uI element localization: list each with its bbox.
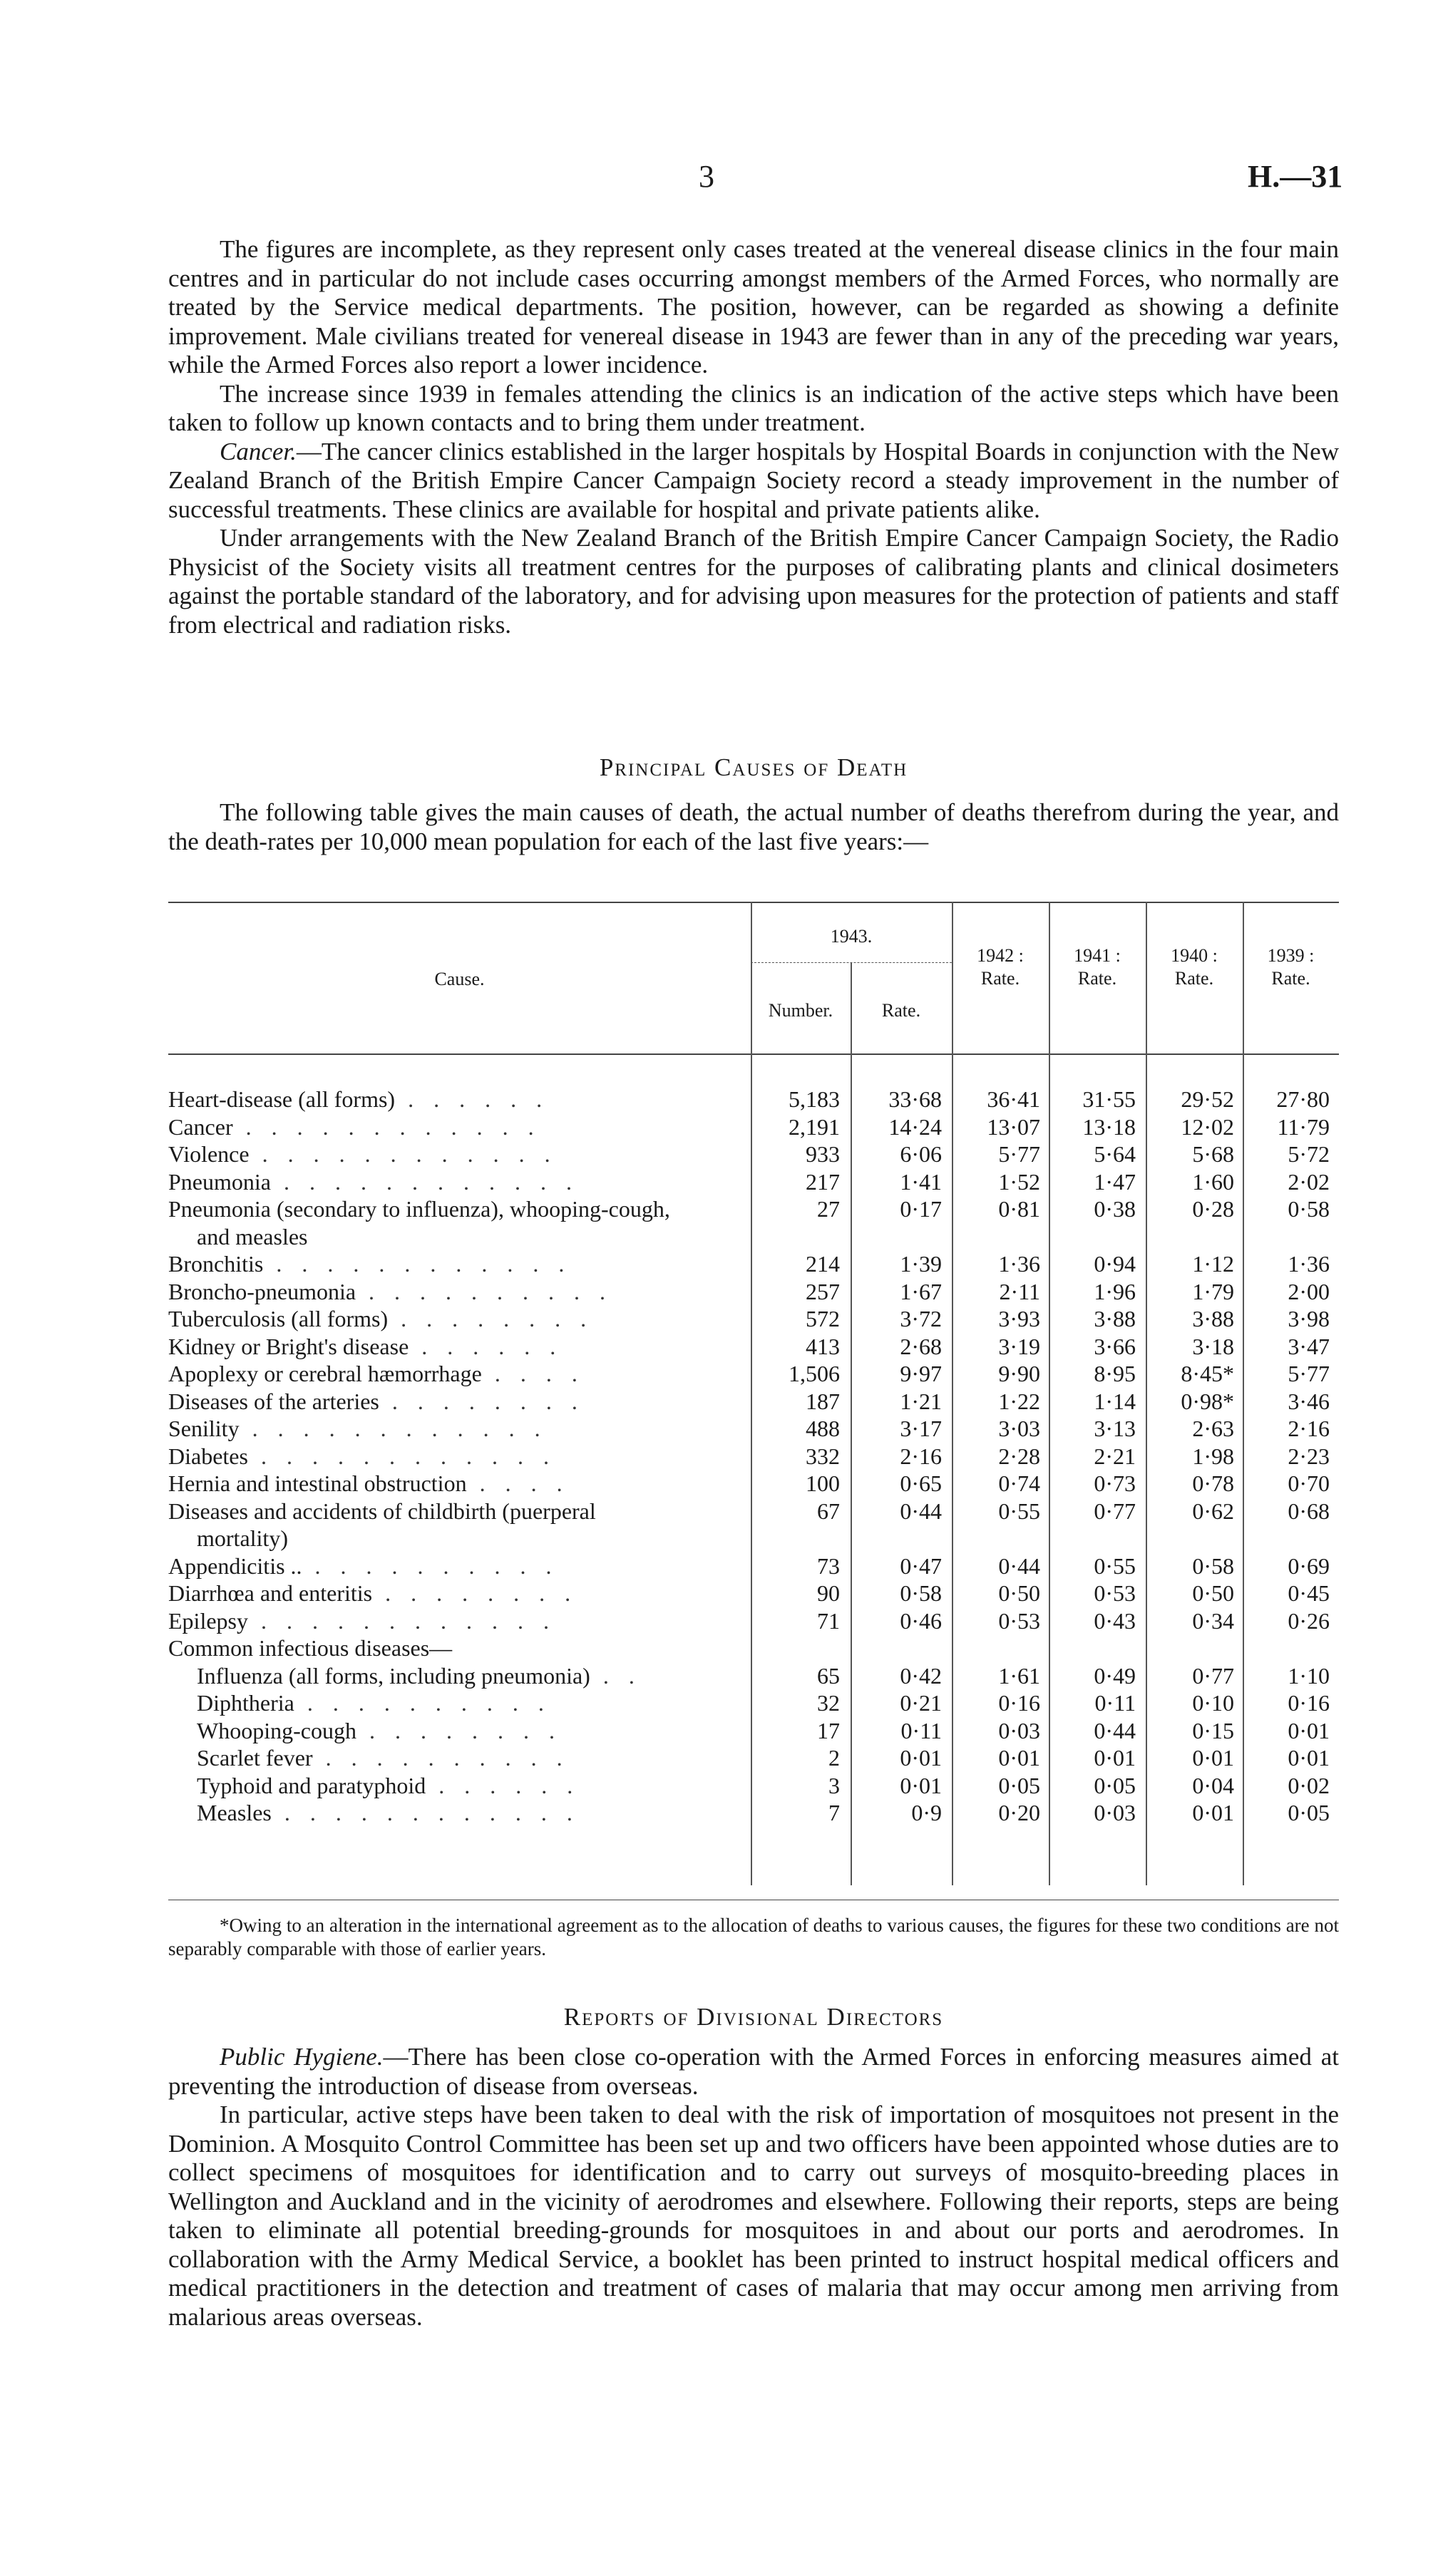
cell-r41: 0·38 bbox=[1094, 1196, 1136, 1222]
table-row bbox=[168, 1498, 1339, 1525]
table-row bbox=[168, 1744, 1339, 1771]
col-head-1941-year: 1941 : bbox=[1074, 945, 1121, 966]
table-row bbox=[168, 1278, 1339, 1305]
cause-text: Heart-disease (all forms) bbox=[168, 1086, 396, 1112]
cell-r39: 0·05 bbox=[1288, 1800, 1330, 1825]
cause-text: Cancer bbox=[168, 1113, 233, 1140]
cell-n: 933 bbox=[806, 1141, 840, 1167]
cell-r42: 0·53 bbox=[998, 1607, 1040, 1634]
cancer-paragraph bbox=[168, 438, 1339, 525]
cell-r39: 2·16 bbox=[1288, 1416, 1330, 1441]
cell-n: 2,191 bbox=[789, 1113, 840, 1140]
page-number: 3 bbox=[699, 159, 714, 194]
cause-label bbox=[168, 1799, 767, 1826]
cause-label bbox=[168, 1278, 739, 1305]
cell-r43: 0·17 bbox=[900, 1196, 942, 1222]
cell-r43: 0·46 bbox=[900, 1607, 942, 1634]
leader-dots: . . . . . . . . . . bbox=[314, 1552, 559, 1579]
cell-r41: 0·73 bbox=[1094, 1470, 1136, 1496]
col-head-1939-rate: Rate. bbox=[1271, 968, 1310, 989]
cell-r43: 1·41 bbox=[900, 1168, 942, 1195]
cause-text: Pneumonia (secondary to influenza), whooping-cough, bbox=[168, 1196, 670, 1222]
table-row bbox=[168, 1799, 1339, 1826]
col-head-1941 bbox=[1049, 944, 1146, 990]
cell-r39: 3·47 bbox=[1288, 1333, 1330, 1359]
leader-dots: . . . . . . . . bbox=[401, 1306, 594, 1331]
col-head-rate: Rate. bbox=[881, 1000, 921, 1021]
cell-r39: 2·23 bbox=[1288, 1443, 1330, 1469]
cell-r39: 1·10 bbox=[1288, 1662, 1330, 1689]
cell-r43: 1·67 bbox=[900, 1278, 942, 1304]
cell-r43: 0·11 bbox=[900, 1717, 942, 1743]
cell-r42: 0·01 bbox=[998, 1745, 1040, 1771]
cancer-text: —The cancer clinics established in the larger hospitals by Hospital Boards in conjunction with the New Zealand Branch of the British Empire Cancer Campaign Society record a steady improvement in the number of successful treatments. These clinics are available for hospital and private patients alike. bbox=[168, 437, 1339, 523]
cell-r40: 0·77 bbox=[1192, 1662, 1234, 1689]
cell-r43: 0·44 bbox=[900, 1498, 942, 1524]
cause-label bbox=[168, 1744, 767, 1771]
cause-label bbox=[168, 1470, 739, 1497]
cell-r42: 1·22 bbox=[998, 1388, 1040, 1414]
cell-r41: 8·95 bbox=[1094, 1361, 1136, 1386]
cell-r41: 0·03 bbox=[1094, 1800, 1136, 1825]
cause-label bbox=[168, 1250, 739, 1277]
cause-label bbox=[168, 1634, 739, 1661]
cell-r39: 27·80 bbox=[1276, 1086, 1330, 1112]
cause-label bbox=[168, 1415, 739, 1442]
cause-label bbox=[168, 1140, 739, 1168]
cell-r43: 6·06 bbox=[900, 1141, 942, 1167]
cell-r39: 5·77 bbox=[1288, 1361, 1330, 1386]
cell-r43: 1·21 bbox=[900, 1388, 942, 1414]
cell-r42: 3·93 bbox=[998, 1306, 1040, 1331]
cell-n: 413 bbox=[806, 1333, 840, 1359]
cause-label bbox=[168, 1689, 767, 1716]
cell-r40: 0·15 bbox=[1192, 1717, 1234, 1743]
leader-dots: . . . . bbox=[494, 1361, 585, 1386]
cell-r42: 0·03 bbox=[998, 1717, 1040, 1743]
intro-paragraph-2: The increase since 1939 in females attending the clinics is an indication of the active steps which have been taken to follow up known contacts and to bring them under treatment. bbox=[168, 379, 1339, 436]
cell-r43: 0·42 bbox=[900, 1662, 942, 1689]
cell-r41: 0·77 bbox=[1094, 1498, 1136, 1524]
cell-n: 5,183 bbox=[789, 1086, 840, 1112]
table-row bbox=[168, 1168, 1339, 1195]
cell-r41: 1·96 bbox=[1094, 1278, 1136, 1304]
cell-n: 332 bbox=[806, 1443, 840, 1469]
cell-r43: 14·24 bbox=[888, 1113, 942, 1140]
cell-r42: 1·52 bbox=[998, 1168, 1040, 1195]
radio-paragraph: Under arrangements with the New Zealand Branch of the British Empire Cancer Campaign Society, the Radio Physicist of the Society visits all treatment centres for the purposes of calibrating plants and clinical dosimeters against the portable standard of the laboratory, and for advising upon measures for the protection of patients and staff from electrical and radiation risks. bbox=[168, 524, 1339, 639]
col-head-cause: Cause. bbox=[434, 969, 485, 989]
leader-dots: . . . . bbox=[479, 1470, 570, 1496]
cell-r40: 1·12 bbox=[1192, 1251, 1234, 1277]
table-row bbox=[168, 1662, 1339, 1689]
leader-dots: . . bbox=[602, 1662, 642, 1689]
cell-r42: 0·81 bbox=[998, 1196, 1040, 1222]
cause-label bbox=[168, 1498, 739, 1525]
cell-r40: 3·18 bbox=[1192, 1333, 1234, 1359]
cell-r40: 29·52 bbox=[1181, 1086, 1234, 1112]
col-head-1939 bbox=[1243, 944, 1339, 990]
cell-r41: 3·13 bbox=[1094, 1416, 1136, 1441]
cell-r39: 5·72 bbox=[1288, 1141, 1330, 1167]
cell-r42: 2·28 bbox=[998, 1443, 1040, 1469]
table-row bbox=[168, 1634, 1339, 1661]
cell-r41: 5·64 bbox=[1094, 1141, 1136, 1167]
table-row bbox=[168, 1113, 1339, 1140]
cell-r40: 5·68 bbox=[1192, 1141, 1234, 1167]
leader-dots: . . . . . . bbox=[421, 1333, 563, 1359]
cause-label bbox=[168, 1305, 739, 1332]
cause-text: Kidney or Bright's disease bbox=[168, 1333, 409, 1359]
col-head-1940-rate: Rate. bbox=[1174, 968, 1214, 989]
cell-n: 187 bbox=[806, 1388, 840, 1414]
cell-r41: 1·47 bbox=[1094, 1168, 1136, 1195]
col-head-1941-rate: Rate. bbox=[1077, 968, 1117, 989]
table-row bbox=[168, 1607, 1339, 1634]
cell-r40: 0·98* bbox=[1181, 1388, 1234, 1414]
cell-r39: 0·16 bbox=[1288, 1690, 1330, 1716]
section-title-causes-of-death: Principal Causes of Death bbox=[599, 753, 908, 781]
cause-text: Common infectious diseases— bbox=[168, 1635, 453, 1661]
cell-r42: 2·11 bbox=[999, 1278, 1040, 1304]
cell-n: 7 bbox=[828, 1800, 840, 1825]
table-row bbox=[168, 1580, 1339, 1607]
cell-n: 90 bbox=[817, 1580, 840, 1606]
cell-r39: 1·36 bbox=[1288, 1251, 1330, 1277]
cell-n: 572 bbox=[806, 1306, 840, 1331]
cell-r43: 2·68 bbox=[900, 1333, 942, 1359]
cause-label bbox=[168, 1360, 739, 1387]
cell-n: 27 bbox=[817, 1196, 840, 1222]
cell-r42: 36·41 bbox=[987, 1086, 1040, 1112]
col-head-1942-year: 1942 : bbox=[977, 945, 1024, 966]
cell-n: 73 bbox=[817, 1552, 840, 1579]
cell-n: 214 bbox=[806, 1251, 840, 1277]
cell-r41: 0·55 bbox=[1094, 1552, 1136, 1579]
footnote bbox=[168, 1914, 1339, 1961]
cell-r41: 0·94 bbox=[1094, 1251, 1136, 1277]
cancer-lead: Cancer. bbox=[220, 437, 297, 465]
cell-r39: 0·01 bbox=[1288, 1745, 1330, 1771]
cell-r42: 0·16 bbox=[998, 1690, 1040, 1716]
cell-r41: 0·53 bbox=[1094, 1580, 1136, 1606]
table-row bbox=[168, 1415, 1339, 1442]
cause-text: Broncho-pneumonia bbox=[168, 1278, 356, 1304]
leader-dots: . . . . . . . . . . . . bbox=[260, 1607, 556, 1634]
cause-label bbox=[168, 1113, 739, 1140]
cell-n: 65 bbox=[817, 1662, 840, 1689]
cell-r41: 3·66 bbox=[1094, 1333, 1136, 1359]
cell-r39: 11·79 bbox=[1277, 1113, 1330, 1140]
cause-label bbox=[168, 1607, 739, 1634]
cell-n: 3 bbox=[828, 1772, 840, 1798]
col-head-number: Number. bbox=[768, 1000, 833, 1021]
cell-r40: 0·10 bbox=[1192, 1690, 1234, 1716]
col-head-1942 bbox=[952, 944, 1049, 990]
cell-r40: 1·60 bbox=[1192, 1168, 1234, 1195]
cell-n: 488 bbox=[806, 1416, 840, 1441]
cause-text: Appendicitis .. bbox=[168, 1552, 302, 1579]
cell-r43: 9·97 bbox=[900, 1361, 942, 1386]
table-row bbox=[168, 1717, 1339, 1744]
cause-label bbox=[168, 1552, 739, 1580]
cause-text: Hernia and intestinal obstruction bbox=[168, 1470, 467, 1496]
table-intro bbox=[168, 798, 1339, 856]
table-top-rule bbox=[168, 902, 1339, 903]
hygiene-lead: Public Hygiene. bbox=[220, 2043, 384, 2071]
cell-r39: 0·58 bbox=[1288, 1196, 1330, 1222]
cause-label bbox=[168, 1086, 739, 1113]
cell-n: 71 bbox=[817, 1607, 840, 1634]
cause-label-continued: mortality) bbox=[197, 1525, 288, 1551]
header-subrule bbox=[751, 962, 952, 963]
cell-r39: 2·02 bbox=[1288, 1168, 1330, 1195]
cell-r43: 0·01 bbox=[900, 1772, 942, 1798]
cause-text: Tuberculosis (all forms) bbox=[168, 1306, 389, 1331]
cell-r43: 0·01 bbox=[900, 1745, 942, 1771]
leader-dots: . . . . . . . . . . . . bbox=[276, 1251, 572, 1277]
hygiene-section bbox=[168, 2043, 1339, 2332]
footnote-text: *Owing to an alteration in the international agreement as to the allocation of deaths to various causes, the figures for these two conditions are not separably comparable with those of earlier years. bbox=[168, 1915, 1339, 1959]
leader-dots: . . . . . . . . . . . . bbox=[284, 1800, 580, 1825]
cause-text: Measles bbox=[197, 1800, 272, 1825]
cell-r42: 0·74 bbox=[998, 1470, 1040, 1496]
cell-r41: 0·44 bbox=[1094, 1717, 1136, 1743]
leader-dots: . . . . . . . . . . . . bbox=[252, 1416, 548, 1441]
cell-r43: 0·21 bbox=[900, 1690, 942, 1716]
cell-r41: 0·11 bbox=[1094, 1690, 1136, 1716]
cell-r43: 0·47 bbox=[900, 1552, 942, 1579]
table-row bbox=[168, 1333, 1339, 1360]
table-row-continuation bbox=[168, 1223, 1339, 1250]
cause-label bbox=[168, 1580, 739, 1607]
cell-r39: 0·68 bbox=[1288, 1498, 1330, 1524]
table-intro-text: The following table gives the main causes of death, the actual number of deaths therefrom during the year, and the death-rates per 10,000 mean population for each of the last five years:— bbox=[168, 798, 1339, 855]
cause-label bbox=[168, 1195, 739, 1222]
cell-r41: 31·55 bbox=[1082, 1086, 1136, 1112]
cell-r40: 0·78 bbox=[1192, 1470, 1234, 1496]
cell-r40: 1·98 bbox=[1192, 1443, 1234, 1469]
table-row bbox=[168, 1305, 1339, 1332]
cell-r39: 0·70 bbox=[1288, 1470, 1330, 1496]
cell-r42: 0·44 bbox=[998, 1552, 1040, 1579]
cell-r39: 0·45 bbox=[1288, 1580, 1330, 1606]
leader-dots: . . . . . . . . bbox=[369, 1717, 562, 1743]
cell-r40: 0·04 bbox=[1192, 1772, 1234, 1798]
cell-n: 2 bbox=[828, 1745, 840, 1771]
cause-label bbox=[168, 1333, 739, 1360]
col-head-1939-year: 1939 : bbox=[1267, 945, 1315, 966]
intro-section bbox=[168, 235, 1339, 639]
table-row bbox=[168, 1552, 1339, 1580]
cell-r40: 12·02 bbox=[1181, 1113, 1234, 1140]
table-row bbox=[168, 1772, 1339, 1799]
cell-r41: 0·05 bbox=[1094, 1772, 1136, 1798]
cell-r40: 0·62 bbox=[1192, 1498, 1234, 1524]
cell-r40: 0·58 bbox=[1192, 1552, 1234, 1579]
leader-dots: . . . . . . . . . . . . bbox=[245, 1113, 541, 1140]
cause-text: Whooping-cough bbox=[197, 1717, 356, 1743]
cause-text: Bronchitis bbox=[168, 1251, 264, 1277]
document-code: H.—31 bbox=[1248, 159, 1343, 194]
cell-n: 257 bbox=[806, 1278, 840, 1304]
cause-label bbox=[168, 1772, 767, 1799]
cell-r42: 0·55 bbox=[998, 1498, 1040, 1524]
cell-r43: 3·72 bbox=[900, 1306, 942, 1331]
cell-r42: 0·20 bbox=[998, 1800, 1040, 1825]
cell-r40: 0·01 bbox=[1192, 1745, 1234, 1771]
hygiene-text: —There has been close co-operation with the Armed Forces in enforcing measures aimed at preventing the introduction of disease from overseas. bbox=[168, 2043, 1339, 2100]
cell-r42: 13·07 bbox=[987, 1113, 1040, 1140]
cause-text: Diseases of the arteries bbox=[168, 1388, 379, 1414]
cell-r40: 0·50 bbox=[1192, 1580, 1234, 1606]
cell-r42: 3·19 bbox=[998, 1333, 1040, 1359]
cause-text: Senility bbox=[168, 1416, 240, 1441]
table-row bbox=[168, 1443, 1339, 1470]
cause-label bbox=[168, 1443, 739, 1470]
col-head-1943: 1943. bbox=[830, 926, 873, 947]
cause-text: Influenza (all forms, including pneumonia) bbox=[197, 1662, 590, 1689]
leader-dots: . . . . . . bbox=[438, 1772, 580, 1798]
cause-text: Diarrhœa and enteritis bbox=[168, 1580, 373, 1606]
cause-text: Violence bbox=[168, 1141, 250, 1167]
cause-label bbox=[168, 1662, 767, 1689]
cell-r39: 0·01 bbox=[1288, 1717, 1330, 1743]
cell-r43: 0·65 bbox=[900, 1470, 942, 1496]
table-row bbox=[168, 1250, 1339, 1277]
table-row bbox=[168, 1689, 1339, 1716]
table-row-continuation bbox=[168, 1525, 1339, 1552]
cell-r42: 9·90 bbox=[998, 1361, 1040, 1386]
cell-r43: 3·17 bbox=[900, 1416, 942, 1441]
cell-r39: 3·46 bbox=[1288, 1388, 1330, 1414]
cell-r41: 2·21 bbox=[1094, 1443, 1136, 1469]
leader-dots: . . . . . . . . . . bbox=[369, 1278, 613, 1304]
cell-r39: 0·69 bbox=[1288, 1552, 1330, 1579]
col-head-1942-rate: Rate. bbox=[980, 968, 1020, 989]
col-head-1940 bbox=[1146, 944, 1243, 990]
cause-label bbox=[168, 1168, 739, 1195]
cause-text: Diphtheria bbox=[197, 1690, 294, 1716]
leader-dots: . . . . . . . . . . . . bbox=[262, 1141, 558, 1167]
cell-r40: 0·34 bbox=[1192, 1607, 1234, 1634]
cell-r40: 8·45* bbox=[1181, 1361, 1234, 1386]
leader-dots: . . . . . . . . . . . . bbox=[283, 1168, 579, 1195]
cell-r39: 0·26 bbox=[1288, 1607, 1330, 1634]
cell-r42: 0·50 bbox=[998, 1580, 1040, 1606]
cell-r43: 33·68 bbox=[888, 1086, 942, 1112]
cause-text: Scarlet fever bbox=[197, 1745, 313, 1771]
cell-r41: 13·18 bbox=[1082, 1113, 1136, 1140]
leader-dots: . . . . . . bbox=[408, 1086, 550, 1112]
leader-dots: . . . . . . . . . . bbox=[307, 1690, 551, 1716]
cell-r43: 0·58 bbox=[900, 1580, 942, 1606]
cell-r43: 2·16 bbox=[900, 1443, 942, 1469]
cell-r42: 1·36 bbox=[998, 1251, 1040, 1277]
cell-r39: 0·02 bbox=[1288, 1772, 1330, 1798]
cause-label bbox=[168, 1717, 767, 1744]
table-row bbox=[168, 1470, 1339, 1497]
table-row bbox=[168, 1360, 1339, 1387]
cause-label bbox=[168, 1388, 739, 1415]
cell-r41: 3·88 bbox=[1094, 1306, 1136, 1331]
intro-paragraph-1: The figures are incomplete, as they represent only cases treated at the venereal disease clinics in the four main centres and in particular do not include cases occurring amongst members of the Armed Forces, who normally are treated by the Service medical departments. The position, however, can be regarded as showing a definite improvement. Male civilians treated for venereal disease in 1943 are fewer than in any of the preceding war years, while the Armed Forces also report a lower incidence. bbox=[168, 235, 1339, 378]
mosquito-paragraph: In particular, active steps have been taken to deal with the risk of importation of mosquitoes not present in the Dominion. A Mosquito Control Committee has been set up and two officers have been appointed whose duties are to collect specimens of mosquitoes for identification and to carry out surveys of mosquito-breeding places in Wellington and Auckland and in the vicinity of aerodromes and elsewhere. Following their reports, steps are being taken to eliminate all potential breeding-grounds for mosquitoes in and about our ports and aerodromes. In collaboration with the Army Medical Service, a booklet has been printed to instruct hospital medical officers and medical practitioners in the detection and treatment of cases of malaria that may occur among men arriving from malarious areas overseas. bbox=[168, 2101, 1339, 2331]
table-row bbox=[168, 1140, 1339, 1168]
cell-n: 100 bbox=[806, 1470, 840, 1496]
cell-r40: 0·01 bbox=[1192, 1800, 1234, 1825]
cell-r39: 3·98 bbox=[1288, 1306, 1330, 1331]
cause-label-continued: and measles bbox=[197, 1223, 308, 1250]
cell-r42: 5·77 bbox=[998, 1141, 1040, 1167]
cell-r43: 1·39 bbox=[900, 1251, 942, 1277]
cause-text: Pneumonia bbox=[168, 1168, 271, 1195]
leader-dots: . . . . . . . . . . bbox=[325, 1745, 570, 1771]
table-row bbox=[168, 1388, 1339, 1415]
cell-r41: 0·01 bbox=[1094, 1745, 1136, 1771]
cell-r42: 1·61 bbox=[998, 1662, 1040, 1689]
cell-r41: 0·43 bbox=[1094, 1607, 1136, 1634]
cell-r40: 3·88 bbox=[1192, 1306, 1234, 1331]
cause-text: Epilepsy bbox=[168, 1607, 248, 1634]
table-header-rule bbox=[168, 1053, 1339, 1055]
cell-n: 67 bbox=[817, 1498, 840, 1524]
cell-r40: 0·28 bbox=[1192, 1196, 1234, 1222]
cell-r42: 0·05 bbox=[998, 1772, 1040, 1798]
cause-text: Apoplexy or cerebral hæmorrhage bbox=[168, 1361, 482, 1386]
leader-dots: . . . . . . . . bbox=[391, 1388, 585, 1414]
section-title-divisional-directors: Reports of Divisional Directors bbox=[563, 2003, 944, 2031]
cell-r41: 1·14 bbox=[1094, 1388, 1136, 1414]
table-row bbox=[168, 1086, 1339, 1113]
cause-text: Diabetes bbox=[168, 1443, 248, 1469]
hygiene-paragraph bbox=[168, 2043, 1339, 2101]
cell-n: 32 bbox=[817, 1690, 840, 1716]
cell-n: 17 bbox=[817, 1717, 840, 1743]
cell-r40: 2·63 bbox=[1192, 1416, 1234, 1441]
cell-n: 1,506 bbox=[789, 1361, 840, 1386]
cell-r43: 0·9 bbox=[911, 1800, 942, 1825]
cell-n: 217 bbox=[806, 1168, 840, 1195]
cell-r40: 1·79 bbox=[1192, 1278, 1234, 1304]
cause-text: Typhoid and paratyphoid bbox=[197, 1772, 426, 1798]
cause-text: Diseases and accidents of childbirth (puerperal bbox=[168, 1498, 596, 1524]
table-row bbox=[168, 1195, 1339, 1222]
cell-r39: 2·00 bbox=[1288, 1278, 1330, 1304]
cell-r42: 3·03 bbox=[998, 1416, 1040, 1441]
leader-dots: . . . . . . . . bbox=[385, 1580, 578, 1606]
leader-dots: . . . . . . . . . . . . bbox=[260, 1443, 556, 1469]
cell-r41: 0·49 bbox=[1094, 1662, 1136, 1689]
col-head-1940-year: 1940 : bbox=[1171, 945, 1218, 966]
